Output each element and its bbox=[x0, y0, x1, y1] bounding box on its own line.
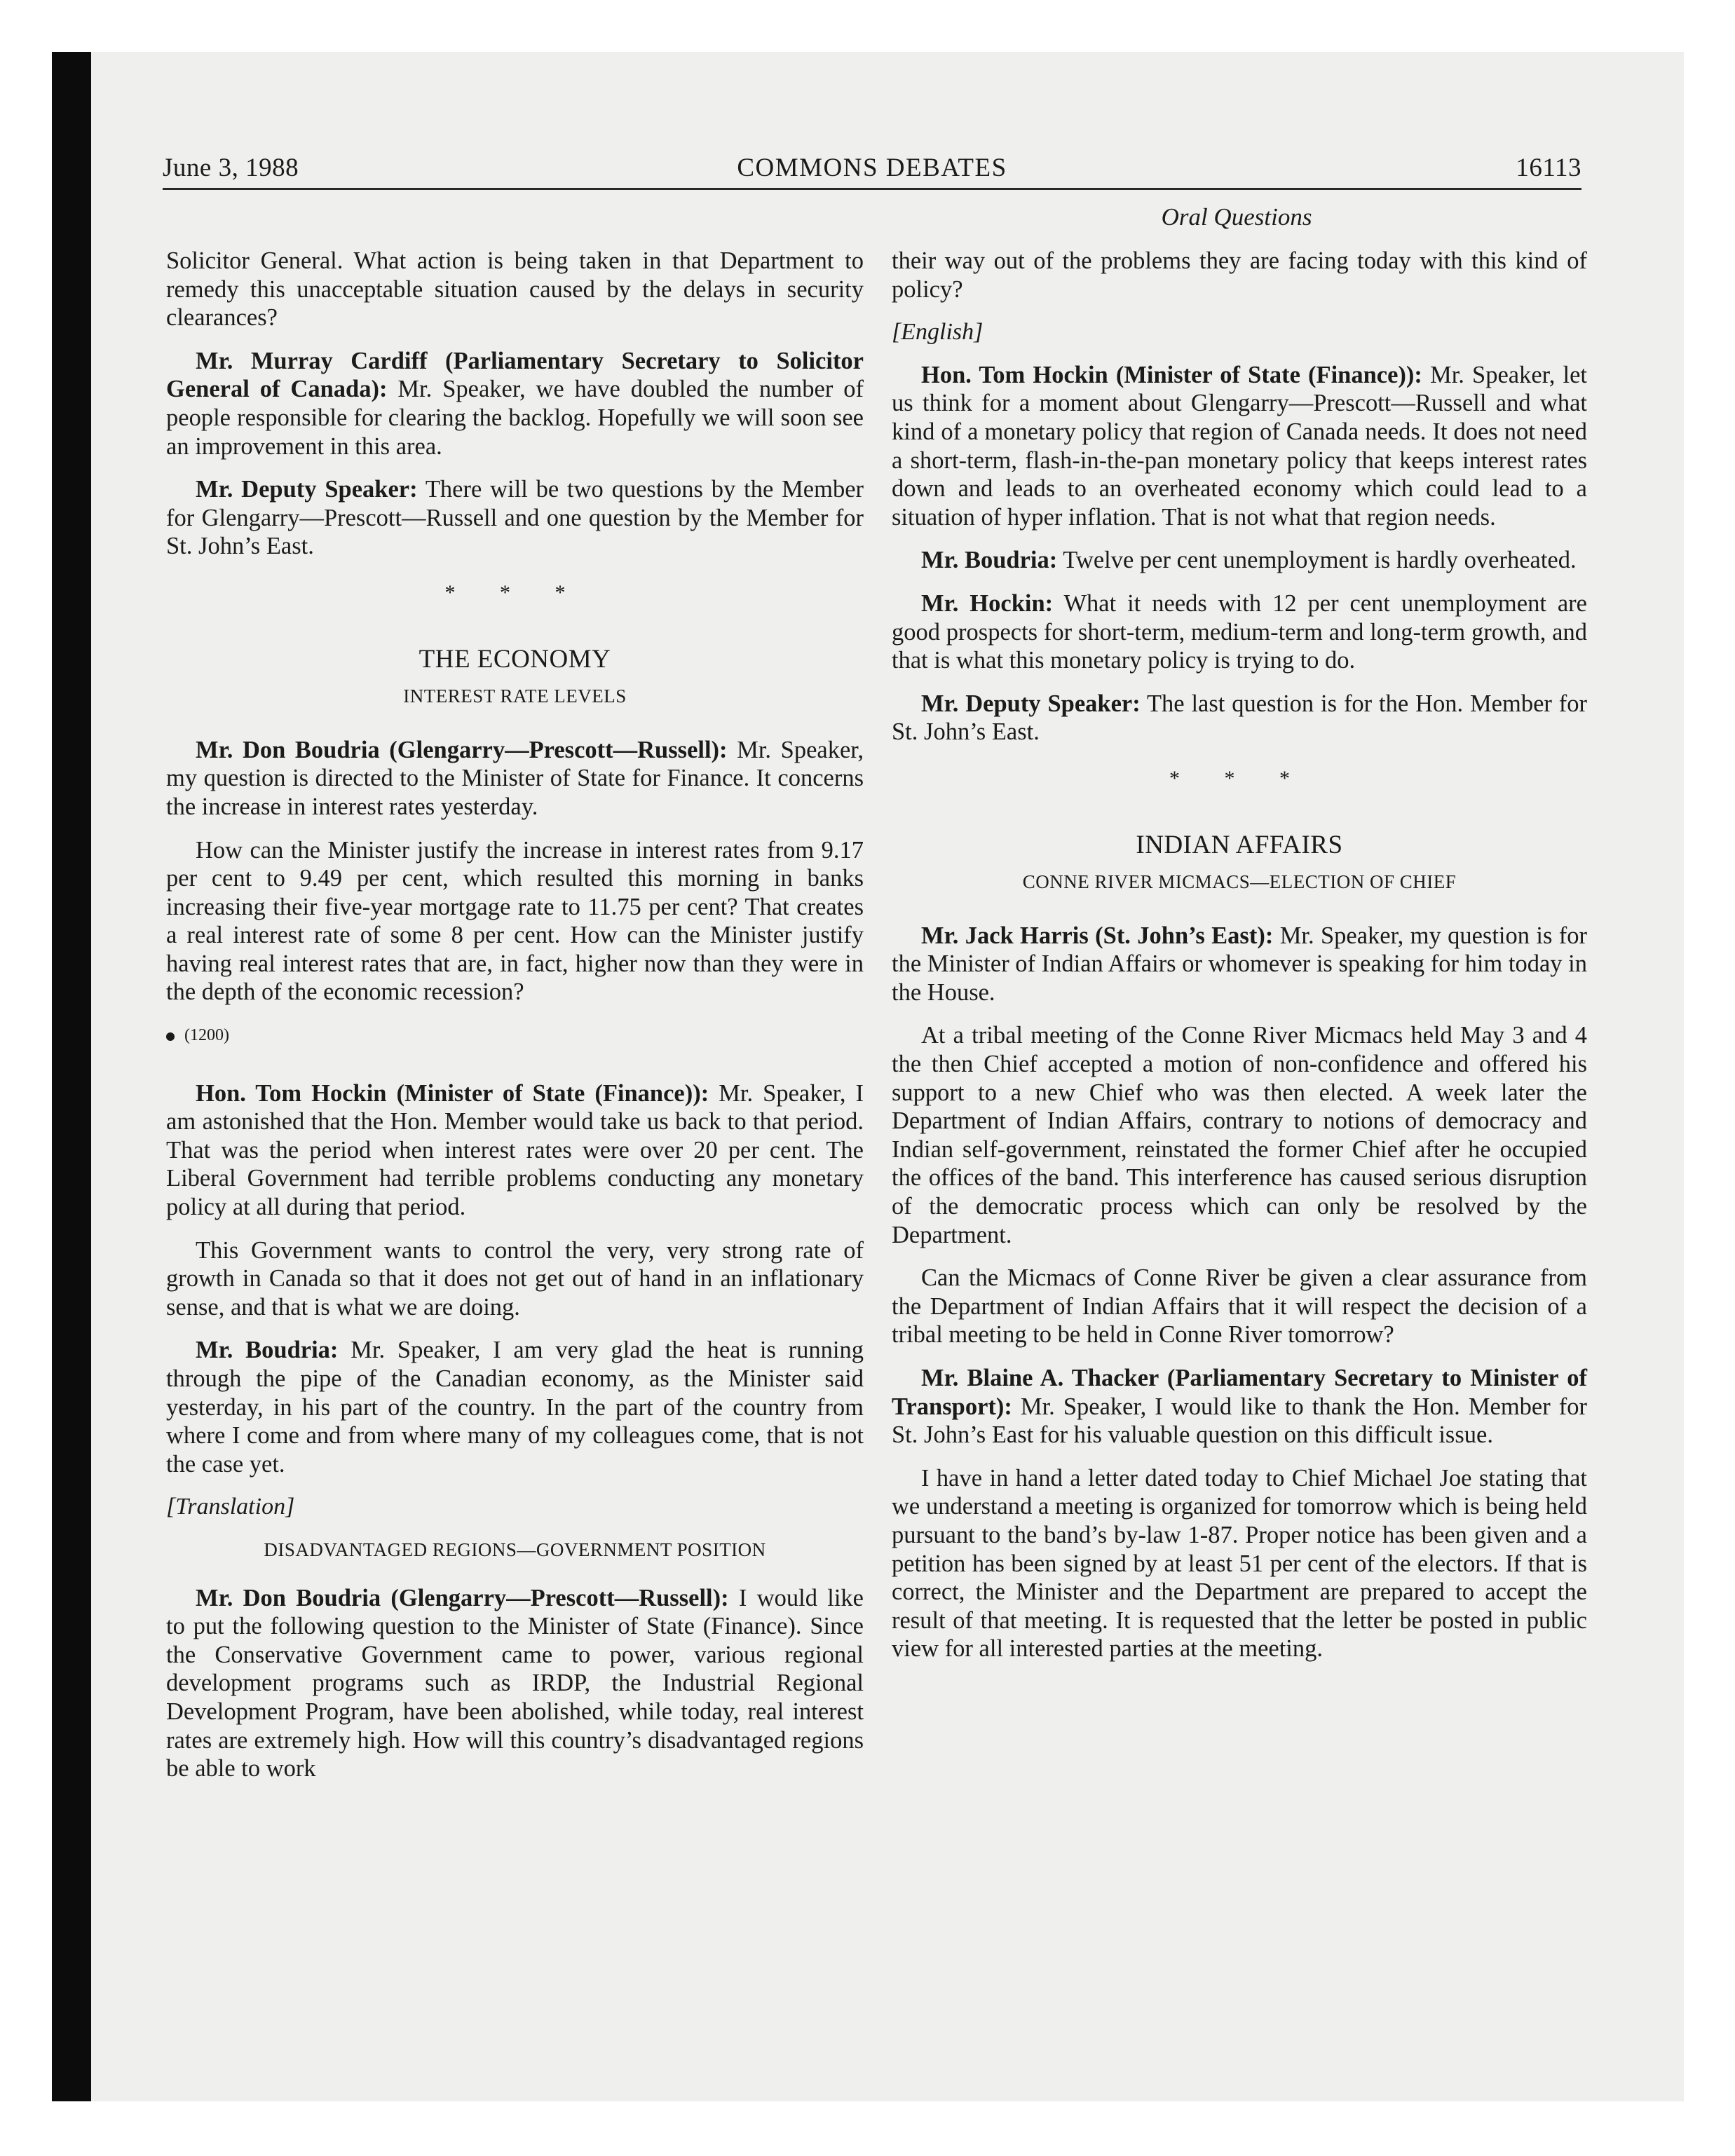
speech bbox=[892, 589, 1587, 675]
speaker-name: Hon. Tom Hockin (Minister of State (Finance)): bbox=[196, 1079, 709, 1107]
speech-text: I would like to put the following question to the Minister of State (Finance). Since the Conservative Government came to power, various regional development programs such as IRDP, the Industrial Regional Development Program, have been abolished, while today, real interest rates are extremely high. How will this country’s disadvantaged regions be able to work bbox=[166, 1584, 864, 1782]
header-title: COMMONS DEBATES bbox=[737, 153, 1007, 182]
timestamp bbox=[166, 1021, 864, 1050]
speaker-name: Mr. Deputy Speaker: bbox=[921, 690, 1141, 717]
paragraph: Can the Micmacs of Conne River be given a clear assurance from the Department of Indian Affairs that it will respect the decision of a tribal meeting to be held in Conne River tomorrow? bbox=[892, 1264, 1587, 1349]
language-tag: [Translation] bbox=[166, 1494, 295, 1520]
header-rule bbox=[163, 188, 1581, 190]
paragraph: How can the Minister justify the increase in interest rates from 9.17 per cent to 9.49 per cent, which resulted this morning in banks increasing their five-year mortgage rate to 11.75 per cent? That creates a real interest rate of some 8 per cent. How can the Minister justify having real interest rates that are, in fact, higher now than they were in the depth of the economic recession? bbox=[166, 836, 864, 1006]
speech-text: What it needs with 12 per cent unemployment are good prospects for short-term, medium-term and long-term growth, and that is what this monetary policy is trying to do. bbox=[892, 589, 1587, 674]
speech-text: Mr. Speaker, my question is directed to the Minister of State for Finance. It concerns the increase in interest rates yesterday. bbox=[166, 736, 864, 820]
speech bbox=[166, 347, 864, 460]
section-subheading: INTEREST RATE LEVELS bbox=[403, 685, 627, 707]
right-column bbox=[892, 247, 1587, 1678]
speech bbox=[892, 922, 1587, 1007]
speech-text: Mr. Speaker, I would like to thank the Hon. Member for St. John’s East for his valuable question on this difficult issue. bbox=[892, 1393, 1587, 1449]
section-separator: * * * bbox=[1169, 766, 1309, 790]
speech bbox=[892, 546, 1587, 575]
speech-text: Mr. Speaker, my question is for the Minister of Indian Affairs or whomever is speaking for him today in the House. bbox=[892, 922, 1587, 1006]
section-subheading: CONNE RIVER MICMACS—ELECTION OF CHIEF bbox=[1022, 871, 1457, 893]
speaker-name: Mr. Murray Cardiff (Parliamentary Secretary to Solicitor General of Canada): bbox=[166, 347, 864, 403]
page-number: 16113 bbox=[1516, 153, 1581, 182]
section-label: Oral Questions bbox=[1161, 203, 1312, 231]
speech-text: Mr. Speaker, let us think for a moment about Glengarry—Prescott—Russell and what kind of a monetary policy that region of Canada needs. It does not need a short-term, flash-in-the-pan monetary policy that keeps interest rates down and leads to an overheated economy which could lead to a situation of hyper inflation. That is not what that region needs. bbox=[892, 361, 1587, 531]
speaker-name: Mr. Don Boudria (Glengarry—Prescott—Russell): bbox=[196, 736, 728, 763]
speech-text: There will be two questions by the Member for Glengarry—Prescott—Russell and one question by the Member for St. John’s East. bbox=[166, 476, 864, 560]
header-date: June 3, 1988 bbox=[163, 153, 299, 182]
paragraph: This Government wants to control the very, very strong rate of growth in Canada so that it does not get out of hand in an inflationary sense, and that is what we are doing. bbox=[166, 1236, 864, 1321]
speech bbox=[166, 1584, 864, 1783]
bullet-icon bbox=[166, 1032, 175, 1041]
paragraph: their way out of the problems they are facing today with this kind of policy? bbox=[892, 247, 1587, 303]
speaker-name: Mr. Deputy Speaker: bbox=[196, 476, 418, 503]
speech-text: The last question is for the Hon. Member for St. John’s East. bbox=[892, 690, 1587, 746]
speech bbox=[892, 690, 1587, 746]
binding-edge bbox=[52, 52, 91, 2101]
speech bbox=[166, 475, 864, 561]
speech-text: Mr. Speaker, I am very glad the heat is running through the pipe of the Canadian economy, as the Minister said yesterday, in his part of the country. In the part of the country from where I come and from where many of my colleagues come, that is not the case yet. bbox=[166, 1337, 864, 1478]
speaker-name: Mr. Boudria: bbox=[196, 1337, 339, 1364]
paragraph: At a tribal meeting of the Conne River Micmacs held May 3 and 4 the then Chief accepted a motion of non-confidence and offered his support to a new Chief who was then elected. A week later the Department of Indian Affairs, contrary to notions of democracy and Indian self-government, reinstated the former Chief after he occupied the offices of the band. This interference has caused serious disruption of the democratic process which can only be resolved by the Department. bbox=[892, 1022, 1587, 1248]
speaker-name: Mr. Don Boudria (Glengarry—Prescott—Russell): bbox=[196, 1584, 729, 1611]
speech bbox=[166, 1336, 864, 1478]
speech bbox=[166, 1079, 864, 1222]
speaker-name: Mr. Boudria: bbox=[921, 547, 1058, 574]
paragraph: I have in hand a letter dated today to Chief Michael Joe stating that we understand a meeting is organized for tomorrow which is being held pursuant to the band’s by-law 1-87. Proper notice has been given and a petition has been signed by at least 51 per cent of the electors. If that is correct, the Minister and the Department are prepared to accept the result of that meeting. It is requested that the letter be posted in public view for all interested parties at the meeting. bbox=[892, 1464, 1587, 1663]
speech bbox=[166, 736, 864, 821]
section-heading: THE ECONOMY bbox=[419, 644, 611, 674]
speech bbox=[892, 1364, 1587, 1449]
section-subheading: DISADVANTAGED REGIONS—GOVERNMENT POSITION bbox=[264, 1538, 766, 1560]
language-tag: [English] bbox=[892, 319, 984, 346]
section-separator: * * * bbox=[444, 580, 585, 604]
speech-text: Twelve per cent unemployment is hardly overheated. bbox=[1057, 547, 1577, 574]
speech-text: Mr. Speaker, I am astonished that the Hon. Member would take us back to that period. That was the period when interest rates were over 20 per cent. The Liberal Government had terrible problems conducting any monetary policy at all during that period. bbox=[166, 1079, 864, 1221]
speaker-name: Mr. Hockin: bbox=[921, 589, 1054, 617]
section-heading: INDIAN AFFAIRS bbox=[1136, 830, 1343, 859]
speaker-name: Mr. Blaine A. Thacker (Parliamentary Secretary to Minister of Transport): bbox=[892, 1365, 1587, 1420]
speech bbox=[892, 361, 1587, 532]
paragraph: Solicitor General. What action is being taken in that Department to remedy this unacceptable situation caused by the delays in security clearances? bbox=[166, 247, 864, 332]
left-column bbox=[166, 247, 864, 1798]
speech-text: Mr. Speaker, we have doubled the number of people responsible for clearing the backlog. Hopefully we will soon see an improvement in this area. bbox=[166, 376, 864, 460]
speaker-name: Hon. Tom Hockin (Minister of State (Finance)): bbox=[921, 361, 1422, 388]
speaker-name: Mr. Jack Harris (St. John’s East): bbox=[921, 922, 1274, 949]
timestamp-text: (1200) bbox=[184, 1026, 229, 1045]
